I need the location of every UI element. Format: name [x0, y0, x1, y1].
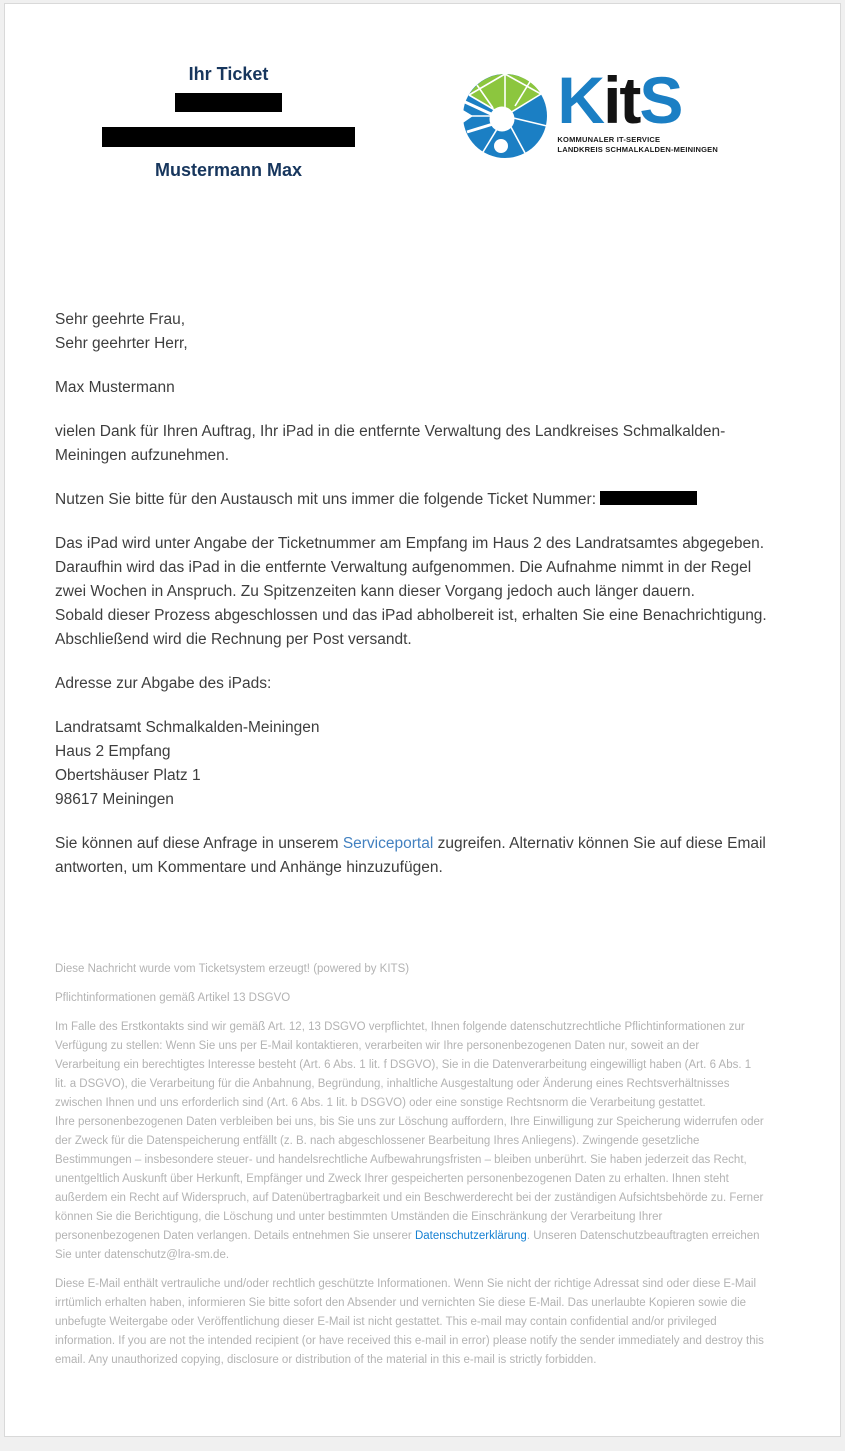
salutation: Sehr geehrte Frau, Sehr geehrter Herr, [55, 311, 188, 352]
confidentiality-disclaimer: Diese E-Mail enthält vertrauliche und/oder rechtlich geschützte Informationen. Wenn Sie nicht der richtige Adressat sind oder diese E-Mail irrtümlich erhalten haben, informieren Sie bitte sofort den Absender und vernichten Sie diese E-Mail. Das unerlaubte Kopieren sowie die unbefugte Weitergabe oder Veröffentlichung dieser E-Mail ist nicht gestattet. This e-mail may contain confidential and/or privileged information. If you are not the intended recipient (or have received this e-mail in error) please notify the sender immediately and destroy this email. Any unauthorized copying, disclosure or distribution of the material in this e-mail is strictly forbidden. [55, 1278, 764, 1366]
kits-caption: KOMMUNALER IT-SERVICE LANDKREIS SCHMALKALDEN-MEININGEN [557, 135, 718, 154]
customer-name: Mustermann Max [154, 160, 303, 180]
address-label: Adresse zur Abgabe des iPads: [55, 675, 272, 692]
ticketsystem-note: Diese Nachricht wurde vom Ticketsystem erzeugt! (powered by KITS) [55, 963, 410, 975]
page-title: Ihr Ticket [188, 64, 269, 84]
ticket-block [102, 64, 355, 180]
email-body [5, 308, 840, 880]
serviceportal-link[interactable]: Serviceportal [342, 835, 434, 852]
redacted-subject-bar [102, 127, 355, 147]
redacted-ticket-id-bar [175, 93, 282, 112]
kits-wordmark-text: KitS [557, 63, 682, 137]
serviceportal-paragraph: Sie können auf diese Anfrage in unserem Serviceportal zugreifen. Alternativ können Sie auf diese Email antworten, um Kommentare und Anhänge hinzuzufügen. [55, 835, 766, 876]
kits-wordmark [557, 64, 718, 155]
email-header [5, 4, 840, 180]
redacted-ticket-number [600, 491, 697, 505]
process-paragraph: Das iPad wird unter Angabe der Ticketnummer am Empfang im Haus 2 des Landratsamtes abgegeben. Daraufhin wird das iPad in die entfernte Verwaltung aufgenommen. Die Aufnahme nimmt in der Regel zwei Wochen in Anspruch. Zu Spitzenzeiten kann dieser Vorgang jedoch auch länger dauern. Sobald dieser Prozess abgeschlossen und das iPad abholbereit ist, erhalten Sie eine Benachrichtigung. Abschließend wird die Rechnung per Post versandt. [55, 535, 767, 648]
recipient-name: Max Mustermann [55, 379, 175, 396]
datenschutzerklaerung-link[interactable]: Datenschutzerklärung [414, 1230, 527, 1242]
email-footer [5, 960, 840, 1420]
ticket-number-line: Nutzen Sie bitte für den Austausch mit uns immer die folgende Ticket Nummer: [55, 488, 790, 512]
address-block: Landratsamt Schmalkalden-Meiningen Haus 2 Empfang Obertshäuser Platz 1 98617 Meiningen [55, 719, 320, 808]
thanks-paragraph: vielen Dank für Ihren Auftrag, Ihr iPad in die entfernte Verwaltung des Landkreises Schmalkalden- Meiningen aufzunehmen. [55, 423, 726, 464]
kits-globe-icon [455, 64, 555, 164]
dsgvo-title: Pflichtinformationen gemäß Artikel 13 DSGVO [55, 992, 291, 1004]
kits-logo [455, 64, 718, 164]
datenschutz-contact-line: Sie unter datenschutz@lra-sm.de. [55, 1249, 230, 1261]
privacy-paragraph: Im Falle des Erstkontakts sind wir gemäß Art. 12, 13 DSGVO verpflichtet, Ihnen folgende datenschutzrechtliche Pflichtinformationen zur Verfügung zu stellen: Wenn Sie uns per E-Mail kontaktieren, verarbeiten wir Ihre personenbezogenen Daten nur, soweit an der Verarbeitung ein berechtigtes Interesse besteht (Art. 6 Abs. 1 lit. f DSGVO), Sie in die Datenverarbeitung eingewilligt haben (Art. 6 Abs. 1 lit. a DSGVO), die Verarbeitung für die Anbahnung, Begründung, inhaltliche Ausgestaltung oder Änderung eines Rechtsverhältnisses zwischen Ihnen und uns erforderlich sind (Art. 6 Abs. 1 lit. b DSGVO) oder eine sonstige Rechtsnorm die Verarbeitung gestattet. Ihre personenbezogenen Daten verbleiben bei uns, bis Sie uns zur Löschung auffordern, Ihre Einwilligung zur Speicherung widerrufen oder der Zweck für die Datenspeicherung entfällt (z. B. nach abgeschlossener Bearbeitung Ihres Anliegens). Zwingende gesetzliche Bestimmungen – insbesondere steuer- und handelsrechtliche Aufbewahrungsfristen – bleiben unberührt. Sie haben jederzeit das Recht, unentgeltlich Auskunft über Herkunft, Empfänger und Zweck Ihrer gespeicherten personenbezogenen Daten zu erhalten. Ihnen steht außerdem ein Recht auf Widerspruch, auf Datenübertragbarkeit und ein Beschwerderecht bei der zuständigen Aufsichtsbehörde zu. Ferner können Sie die Berichtigung, die Löschung und unter bestimmten Umständen die Einschränkung der Verarbeitung Ihrer personenbezogenen Daten verlangen. Details entnehmen Sie unserer Datenschutzerklärung. Unseren Datenschutzbeauftragten erreichen Sie unter datenschutz@lra-sm.de. [55, 1018, 790, 1265]
email-card [4, 3, 841, 1437]
